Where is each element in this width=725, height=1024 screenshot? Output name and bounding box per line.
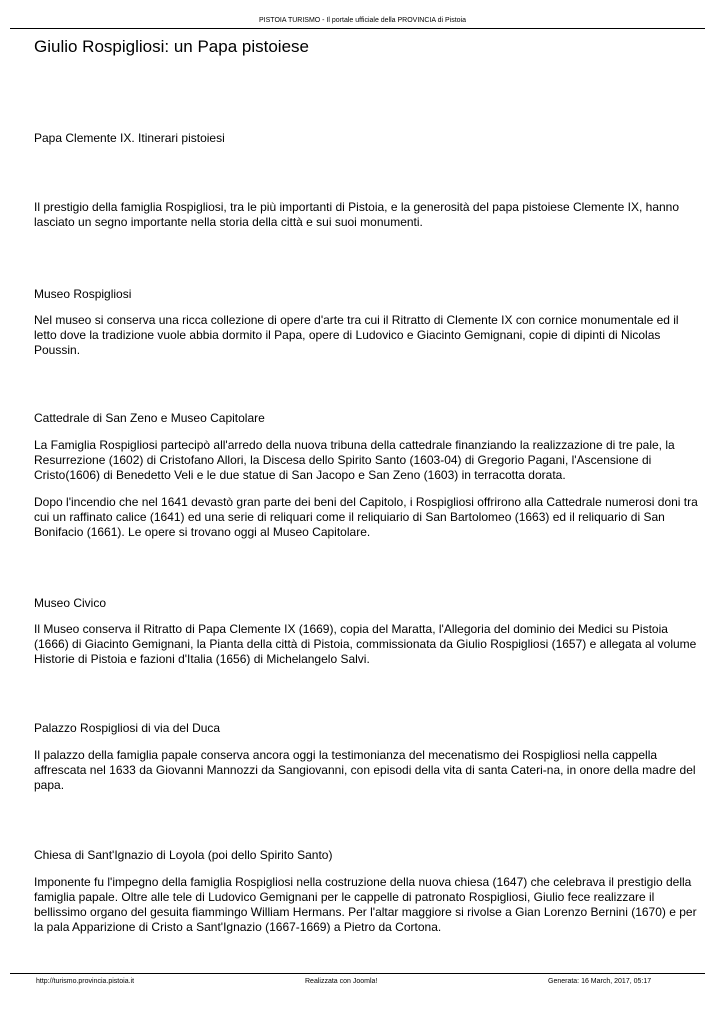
page-title: Giulio Rospigliosi: un Papa pistoiese: [34, 37, 309, 56]
section-paragraph: La Famiglia Rospigliosi partecipò all'arredo della nuova tribuna della cattedrale finanziando la realizzazione di tre pale, la Resurrezione (1602) di Cristofano Allori, la Discesa dello Spirito Santo (1603-04) di Gregorio Pagani, l'Ascensione di Cristo(1606) di Benedetto Veli e le due statue di San Jacopo e San Zeno (1603) in terracotta dorata.: [34, 438, 675, 482]
section-paragraph: Nel museo si conserva una ricca collezione di opere d'arte tra cui il Ritratto di Clemente IX con cornice monumentale ed il letto dove la tradizione vuole abbia dormito il Papa, opere di Ludovico e Giacinto Gemignani, copie di dipinti di Nicolas Poussin.: [34, 313, 679, 357]
footer-made-with: Realizzata con Joomla!: [305, 978, 378, 985]
footer-divider: [10, 973, 705, 974]
section-paragraph: Il palazzo della famiglia papale conserva ancora oggi la testimonianza del mecenatismo dei Rospigliosi nella cappella affrescata nel 1633 da Giovanni Mannozzi da Sangiovanni, con episodi della vita di santa Cateri-na, in onore della madre del papa.: [34, 748, 696, 792]
footer-generated: Generata: 16 March, 2017, 05:17: [548, 978, 652, 985]
section-heading-cattedrale: Cattedrale di San Zeno e Museo Capitolare: [34, 411, 265, 425]
page-header: PISTOIA TURISMO - Il portale ufficiale della PROVINCIA di Pistoia: [259, 17, 466, 24]
section-paragraph: Dopo l'incendio che nel 1641 devastò gran parte dei beni del Capitolo, i Rospigliosi offrirono alla Cattedrale numerosi doni tra cui un raffinato calice (1641) ed una serie di reliquari come il reliquiario di San Bartolomeo (1663) ed il reliquario di San Bonifacio (1661). Le opere si trovano oggi al Museo Capitolare.: [34, 495, 698, 539]
section-heading-museo-civico: Museo Civico: [34, 596, 107, 610]
section-paragraph: Imponente fu l'impegno della famiglia Rospigliosi nella costruzione della nuova chiesa (1647) che celebrava il prestigio della famiglia papale. Oltre alle tele di Ludovico Gemignani per le cappelle di patronato Rospigliosi, Giulio fece realizzare il bellissimo organo del gesuita fiammingo William Hermans. Per l'altar maggiore si rivolse a Gian Lorenzo Bernini (1670) e per la pala Apparizione di Cristo a Sant'Ignazio (1667-1669) a Pietro da Cortona.: [34, 875, 697, 934]
header-divider: [10, 28, 705, 29]
section-heading-palazzo: Palazzo Rospigliosi di via del Duca: [34, 721, 221, 735]
section-heading-chiesa: Chiesa di Sant'Ignazio di Loyola (poi dello Spirito Santo): [34, 848, 333, 862]
footer-url: http://turismo.provincia.pistoia.it: [36, 978, 135, 985]
subtitle: Papa Clemente IX. Itinerari pistoiesi: [34, 131, 225, 145]
section-heading-museo-rospigliosi: Museo Rospigliosi: [34, 287, 132, 301]
intro-paragraph: Il prestigio della famiglia Rospigliosi, tra le più importanti di Pistoia, e la generosità del papa pistoiese Clemente IX, hanno lasciato un segno importante nella storia della città e sui suoi monumenti.: [34, 200, 680, 229]
section-paragraph: Il Museo conserva il Ritratto di Papa Clemente IX (1669), copia del Maratta, l'Allegoria del dominio dei Medici su Pistoia (1666) di Giacinto Gemignani, la Pianta della città di Pistoia, commissionata da Giulio Rospigliosi (1657) e allegata al volume Historie di Pistoia e fazioni d'Italia (1656) di Michelangelo Salvi.: [34, 622, 697, 666]
